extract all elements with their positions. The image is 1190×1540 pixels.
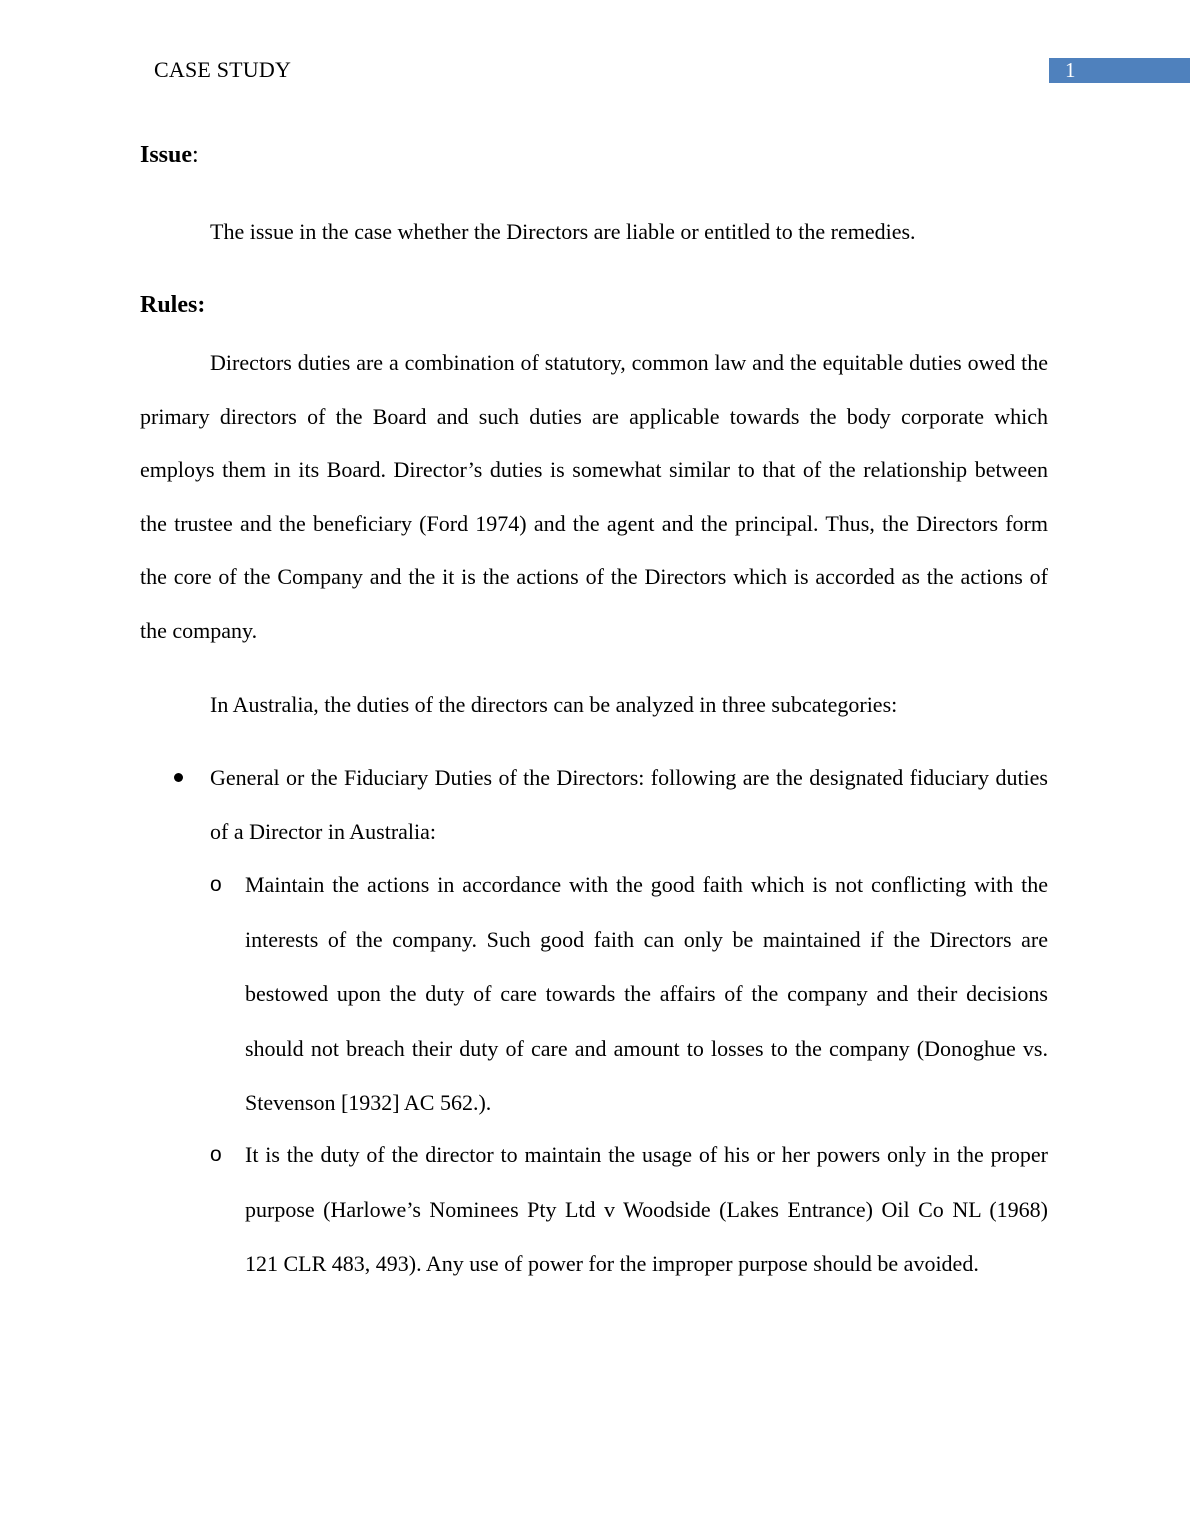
rules-paragraph: Directors duties are a combination of statutory, common law and the equitable duties owed the primary directors of the Board and such duties are applicable towards the body corporate which employs them in its Board. Director’s duties is somewhat similar to that of the relationship between the trustee and the beneficiary (Ford 1974) and the agent and the principal. Thus, the Directors form the core of the Company and the it is the actions of the Directors which is accorded as the actions of the company. (140, 350, 1048, 643)
list-item-text: General or the Fiduciary Duties of the Directors: following are the designated fiduciary duties of a Director in Australia: (210, 765, 1048, 844)
sub-list-item (210, 1128, 1048, 1292)
list-item (210, 751, 1048, 858)
issue-paragraph: The issue in the case whether the Directors are liable or entitled to the remedies. (210, 219, 916, 244)
sub-list-item-text: Maintain the actions in accordance with the good faith which is not conflicting with the interests of the company. Such good faith can only be maintained if the Directors are bestowed upon the duty of care towards the affairs of the company and their decisions should not breach their duty of care and amount to losses to the company (Donoghue vs. Stevenson [1932] AC 562.). (245, 872, 1048, 1115)
sub-list-item (210, 858, 1048, 1131)
circle-bullet-icon: o (210, 873, 222, 896)
issue-heading-colon: : (192, 142, 199, 168)
australia-intro-paragraph: In Australia, the duties of the directors can be analyzed in three subcategories: (210, 692, 898, 717)
page-number-bar (1049, 58, 1190, 83)
header-title: CASE STUDY (154, 57, 292, 82)
rules-heading: Rules: (140, 292, 206, 318)
issue-heading (140, 142, 199, 169)
bullet-dot-icon (174, 773, 183, 782)
circle-bullet-icon: o (210, 1143, 222, 1166)
page-number: 1 (1065, 58, 1076, 82)
sub-list-item-text: It is the duty of the director to maintain the usage of his or her powers only in the proper purpose (Harlowe’s Nominees Pty Ltd v Woodside (Lakes Entrance) Oil Co NL (1968) 121 CLR 483, 493). Any use of power for the improper purpose should be avoided. (245, 1142, 1048, 1276)
issue-heading-label: Issue (140, 142, 193, 168)
